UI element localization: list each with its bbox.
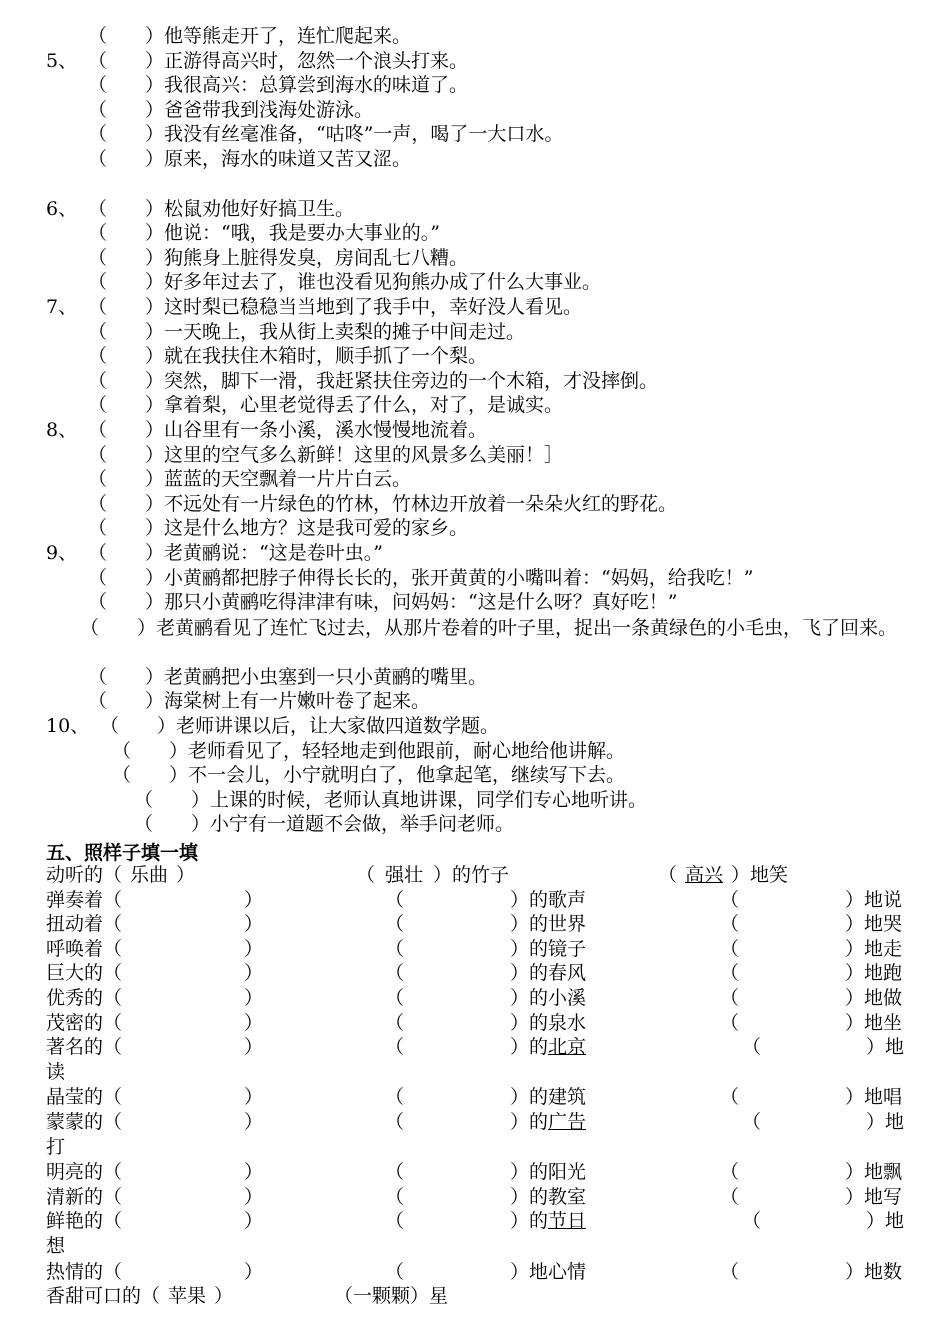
item-number: 8、 — [46, 419, 78, 441]
fill-col1-close — [244, 912, 263, 937]
final-row-col1 — [46, 1284, 233, 1309]
fill-col3-open-text: （ — [742, 1036, 762, 1059]
fill-col1-label-text: 巨大的（ — [46, 962, 123, 985]
fill-col2-label — [510, 1260, 586, 1285]
fill-col3-label-text: ）地唱 — [845, 1086, 903, 1109]
fill-col1-close — [244, 1011, 263, 1036]
fill-col2-label — [510, 912, 586, 937]
item-text: （ ）小黄鹂都把脖子伸得长长的，张开黄黄的小嘴叫着：“妈妈，给我吃！” — [88, 566, 754, 589]
fill-col2-label-text: ）的泉水 — [510, 1011, 587, 1034]
fill-col1-label-text: 明亮的（ — [46, 1161, 123, 1184]
item-text: （ ）拿着梨，心里老觉得丢了什么，对了，是诚实。 — [88, 394, 564, 417]
fill-col2-label — [510, 1110, 586, 1135]
wrapped-tail — [46, 1060, 65, 1085]
fill-col2-open-text: （ — [385, 888, 405, 911]
item-text: （ ）上课的时候，老师认真地讲课，同学们专心地听讲。 — [134, 788, 648, 811]
item-text: （ ）就在我扶住木箱时，顺手抓了一个梨。 — [88, 345, 488, 368]
item-text: （ ）那只小黄鹂吃得津津有味，问妈妈：“这是什么呀？真好吃！” — [88, 591, 678, 614]
fill-col1-label — [46, 1035, 122, 1060]
item-text: （ ）不一会儿，小宁就明白了，他拿起笔，继续写下去。 — [112, 764, 626, 787]
fill-col1-label-text: 热情的（ — [46, 1260, 123, 1283]
fill-col3-open-text: （ — [720, 1260, 740, 1283]
fill-col1-label — [46, 961, 122, 986]
fill-col3-open — [720, 1185, 739, 1210]
example-answer: 乐曲 — [130, 864, 169, 886]
fill-col1-label — [46, 1011, 122, 1036]
fill-col3-open — [720, 1260, 739, 1285]
item-number: 7、 — [46, 296, 78, 318]
item-text: （ ）松鼠劝他好好搞卫生。 — [88, 197, 355, 220]
fill-col3-open — [720, 912, 739, 937]
spacer — [677, 864, 731, 886]
example-answer: 强壮 — [385, 864, 424, 886]
item-text: （ ）正游得高兴时，忽然一个浪头打来。 — [88, 49, 469, 72]
wrapped-tail-text: 读 — [46, 1060, 66, 1083]
fill-col1-close-text: ） — [244, 1161, 264, 1184]
fill-col2-open — [385, 888, 404, 913]
fill-col3-label-text: ）地走 — [845, 937, 903, 960]
fill-col3-label-text: ）地 — [866, 1111, 905, 1133]
label: ）的竹子 — [433, 864, 510, 886]
fill-col2-label-text: ）的小溪 — [510, 987, 587, 1009]
fill-col1-label-text: 蒙蒙的（ — [46, 1111, 123, 1133]
item-number: 9、 — [46, 542, 78, 564]
fill-col2-label-text: ）的建筑 — [510, 1086, 587, 1109]
item-text: （ ）这时梨已稳稳当当地到了我手中，幸好没人看见。 — [88, 296, 583, 318]
label: ） — [214, 1285, 234, 1308]
label: ）的 — [510, 1036, 549, 1059]
label: 动听的（ — [46, 864, 123, 886]
fill-col1-close-text: ） — [244, 1210, 264, 1233]
item-text: （ ）海棠树上有一片嫩叶卷了起来。 — [88, 690, 431, 713]
fill-col1-close-text: ） — [244, 962, 264, 985]
fill-col2-open — [385, 1085, 404, 1110]
fill-col1-label-text: 鲜艳的（ — [46, 1210, 123, 1233]
fill-col2-open-text: （ — [385, 1036, 405, 1059]
fill-col2-open-text: （ — [385, 1260, 405, 1283]
fill-col2-label-text: ）的春风 — [510, 962, 587, 985]
fill-col2-open-text: （ — [385, 1210, 405, 1233]
fill-col2-open-text: （ — [385, 1111, 405, 1133]
fill-col1-close — [244, 961, 263, 986]
fill-col3-label — [845, 1011, 902, 1036]
fill-col1-label-text: 著名的（ — [46, 1036, 123, 1059]
fill-col1-close — [244, 1160, 263, 1185]
fill-col2-label-text: ）的镜子 — [510, 937, 587, 960]
fill-col2-open — [385, 986, 404, 1011]
wrapped-tail-text: 打 — [46, 1135, 66, 1158]
fill-col3-label — [845, 1085, 902, 1110]
fill-col2-label-text: ）的阳光 — [510, 1161, 587, 1184]
fill-col3-open — [742, 1035, 761, 1060]
fill-col1-label-text: 扭动着（ — [46, 913, 123, 936]
fill-col1-close-text: ） — [244, 913, 264, 936]
item-number: 5、 — [46, 49, 78, 72]
fill-col1-close-text: ） — [244, 1011, 264, 1034]
fill-col2-open-text: （ — [385, 1011, 405, 1034]
example-col3 — [658, 863, 788, 888]
underlined-word: 北京 — [548, 1036, 587, 1059]
fill-col3-label-text: ）地做 — [845, 987, 903, 1009]
fill-col3-open — [720, 986, 739, 1011]
fill-col3-open — [720, 1085, 739, 1110]
fill-col2-open — [385, 1160, 404, 1185]
fill-col1-close — [244, 1260, 263, 1285]
item-text: （ ）不远处有一片绿色的竹林，竹林边开放着一朵朵火红的野花。 — [88, 492, 678, 515]
fill-col2-label — [510, 937, 586, 962]
example-col1 — [46, 863, 195, 888]
fill-col2-open — [385, 1035, 404, 1060]
fill-col3-label — [845, 1185, 902, 1210]
fill-col2-open-text: （ — [385, 937, 405, 960]
label: 香甜可口的（ — [46, 1285, 161, 1308]
fill-col1-close-text: ） — [244, 1185, 264, 1208]
fill-col3-open-text: （ — [720, 1161, 740, 1184]
fill-col1-label — [46, 888, 122, 913]
fill-col3-label-text: ）地说 — [845, 888, 903, 911]
fill-col3-open-text: （ — [742, 1111, 762, 1133]
fill-col1-close-text: ） — [244, 888, 264, 911]
fill-col3-label-text: ）地哭 — [845, 913, 903, 936]
fill-col3-open-text: （ — [720, 888, 740, 911]
section-title-text: 五、照样子填一填 — [46, 842, 199, 864]
item-text: （ ）突然，脚下一滑，我赶紧扶住旁边的一个木箱，才没摔倒。 — [88, 369, 659, 392]
fill-col1-close — [244, 937, 263, 962]
item-text: （ ）老黄鹂把小虫塞到一只小黄鹂的嘴里。 — [88, 665, 488, 688]
fill-col1-label-text: 优秀的（ — [46, 987, 123, 1009]
fill-col3-label-text: ）地 — [866, 1210, 905, 1233]
item-text: （ ）蓝蓝的天空飘着一片片白云。 — [88, 468, 412, 491]
fill-col3-open-text: （ — [720, 1185, 740, 1208]
fill-col3-open — [720, 1011, 739, 1036]
underlined-word: 广告 — [548, 1111, 587, 1133]
fill-col3-label-text: ）地飘 — [845, 1161, 903, 1184]
fill-col3-open-text: （ — [720, 913, 740, 936]
fill-col1-label-text: 呼唤着（ — [46, 937, 123, 960]
fill-col1-close-text: ） — [244, 987, 264, 1009]
fill-col2-open-text: （ — [385, 913, 405, 936]
example-col2 — [356, 863, 509, 888]
item-text: （ ）这是什么地方？这是我可爱的家乡。 — [88, 517, 469, 540]
fill-col3-label-text: ）地 — [866, 1036, 905, 1059]
fill-col2-label — [510, 1011, 586, 1036]
item-text: （ ）我没有丝毫准备，“咕咚”一声，喝了一大口水。 — [88, 123, 564, 146]
label: ）地笑 — [731, 864, 789, 886]
item-text: （ ）好多年过去了，谁也没看见狗熊办成了什么大事业。 — [88, 271, 602, 294]
fill-col2-open — [385, 1209, 404, 1234]
item-text: （ ）山谷里有一条小溪，溪水慢慢地流着。 — [88, 419, 488, 441]
label: （ — [658, 864, 678, 886]
fill-col3-label — [845, 961, 902, 986]
fill-col3-open-text: （ — [720, 962, 740, 985]
fill-col1-close-text: ） — [244, 1036, 264, 1059]
fill-col1-label-text: 清新的（ — [46, 1185, 123, 1208]
fill-col2-label-text: ）的世界 — [510, 913, 587, 936]
fill-col1-label — [46, 986, 122, 1011]
fill-col2-label — [510, 1185, 586, 1210]
item-text: （ ）他等熊走开了，连忙爬起来。 — [88, 25, 412, 47]
fill-col2-label — [510, 1035, 586, 1060]
fill-col1-label — [46, 1085, 122, 1110]
label: （ — [356, 864, 376, 886]
fill-col3-open — [742, 1209, 761, 1234]
fill-col3-open-text: （ — [720, 937, 740, 960]
fill-col2-label — [510, 1209, 586, 1234]
wrapped-tail — [46, 1234, 65, 1259]
item-text: （ ）狗熊身上脏得发臭，房间乱七八糟。 — [88, 246, 469, 269]
fill-col1-label — [46, 937, 122, 962]
fill-col3-label — [845, 986, 902, 1011]
fill-col2-label-text: ）地心情 — [510, 1260, 587, 1283]
fill-col2-open-text: （ — [385, 1086, 405, 1109]
label: ） — [176, 864, 196, 886]
fill-col3-open — [720, 1160, 739, 1185]
fill-col1-label — [46, 1209, 122, 1234]
label: ）的 — [510, 1210, 549, 1233]
fill-col3-label — [845, 888, 902, 913]
fill-col3-open-text: （ — [720, 1011, 740, 1034]
item-text: （ ）我很高兴：总算尝到海水的味道了。 — [88, 74, 469, 97]
fill-col1-label — [46, 1160, 122, 1185]
fill-col1-close — [244, 1209, 263, 1234]
fill-col3-open-text: （ — [720, 1086, 740, 1109]
fill-col1-close — [244, 986, 263, 1011]
fill-col1-close-text: ） — [244, 937, 264, 960]
item-text: （ ）一天晚上，我从街上卖梨的摊子中间走过。 — [88, 320, 526, 343]
fill-col3-label-text: ）地坐 — [845, 1011, 903, 1034]
fill-col3-open-text: （ — [720, 987, 740, 1009]
fill-col2-open — [385, 1185, 404, 1210]
fill-col2-label-text: ）的教室 — [510, 1185, 587, 1208]
fill-col1-close — [244, 1185, 263, 1210]
fill-col1-label — [46, 912, 122, 937]
wrapped-tail-text: 想 — [46, 1235, 66, 1257]
fill-col1-label-text: 茂密的（ — [46, 1011, 123, 1034]
item-text: （ ）爸爸带我到浅海处游泳。 — [88, 98, 374, 121]
item-text: （ ）原来，海水的味道又苦又涩。 — [88, 148, 412, 170]
item-text: （ ）老黄鹂看见了连忙飞过去，从那片卷着的叶子里，捉出一条黄绿色的小毛虫，飞了回来。 — [80, 616, 898, 639]
fill-col2-label — [510, 1160, 586, 1185]
item-text: （ ）这里的空气多么新鲜！这里的风景多么美丽！］ — [88, 443, 564, 466]
fill-col3-label — [845, 937, 902, 962]
fill-col3-label — [866, 1209, 904, 1234]
fill-col2-label — [510, 986, 586, 1011]
fill-col1-label — [46, 1260, 122, 1285]
fill-col3-label — [845, 1160, 902, 1185]
item-number: 10、 — [46, 715, 90, 737]
item-text: （ ）他说：“哦，我是要办大事业的。” — [88, 222, 440, 245]
fill-col1-close — [244, 1110, 263, 1135]
fill-col2-open-text: （ — [385, 1185, 405, 1208]
example-answer: 高兴 — [685, 864, 724, 886]
fill-col1-label — [46, 1185, 122, 1210]
fill-col1-label-text: 晶莹的（ — [46, 1086, 123, 1109]
fill-col3-open-text: （ — [742, 1210, 762, 1233]
item-text: （ ）小宁有一道题不会做，举手问老师。 — [134, 813, 515, 836]
ordering-item-long — [80, 616, 910, 641]
wrapped-tail — [46, 1135, 65, 1160]
fill-col2-label — [510, 888, 586, 913]
fill-col2-open — [385, 1011, 404, 1036]
fill-col1-label-text: 弹奏着（ — [46, 888, 123, 911]
item-text: （ ）老师讲课以后，让大家做四道数学题。 — [100, 715, 500, 737]
fill-col3-label — [845, 1260, 902, 1285]
example-answer: 苹果 — [168, 1285, 207, 1308]
fill-col2-label — [510, 1085, 586, 1110]
fill-col2-open-text: （ — [385, 962, 405, 985]
fill-col2-open-text: （ — [385, 1161, 405, 1184]
fill-col1-close-text: ） — [244, 1111, 264, 1133]
fill-col3-open — [720, 937, 739, 962]
fill-col3-open — [720, 961, 739, 986]
fill-col2-open — [385, 937, 404, 962]
fill-col3-label — [845, 912, 902, 937]
fill-col1-close — [244, 888, 263, 913]
fill-col3-label-text: ）地跑 — [845, 962, 903, 985]
underlined-word: 节日 — [548, 1210, 587, 1233]
fill-col3-open — [742, 1110, 761, 1135]
item-text: （ ）老黄鹂说：“这是卷叶虫。” — [88, 542, 383, 564]
fill-col2-open — [385, 961, 404, 986]
fill-col3-label-text: ）地数 — [845, 1260, 903, 1283]
fill-col2-open — [385, 1110, 404, 1135]
fill-col3-label-text: ）地写 — [845, 1185, 903, 1208]
final-row-col2 — [334, 1284, 448, 1309]
final-row-col2-text: （一颗颗）星 — [334, 1285, 449, 1308]
fill-col2-open-text: （ — [385, 987, 405, 1009]
fill-col3-label — [866, 1110, 904, 1135]
fill-col2-label — [510, 961, 586, 986]
fill-col3-label — [866, 1035, 904, 1060]
fill-col1-label — [46, 1110, 122, 1135]
fill-col1-close-text: ） — [244, 1086, 264, 1109]
fill-col1-close-text: ） — [244, 1260, 264, 1283]
fill-col2-open — [385, 912, 404, 937]
section-title — [46, 838, 198, 865]
fill-col1-close — [244, 1035, 263, 1060]
item-number: 6、 — [46, 197, 78, 220]
fill-col3-open — [720, 888, 739, 913]
fill-col1-close — [244, 1085, 263, 1110]
label: ）的 — [510, 1111, 549, 1133]
fill-col2-label-text: ）的歌声 — [510, 888, 587, 911]
item-text: （ ）老师看见了，轻轻地走到他跟前，耐心地给他讲解。 — [112, 739, 626, 762]
fill-col2-open — [385, 1260, 404, 1285]
